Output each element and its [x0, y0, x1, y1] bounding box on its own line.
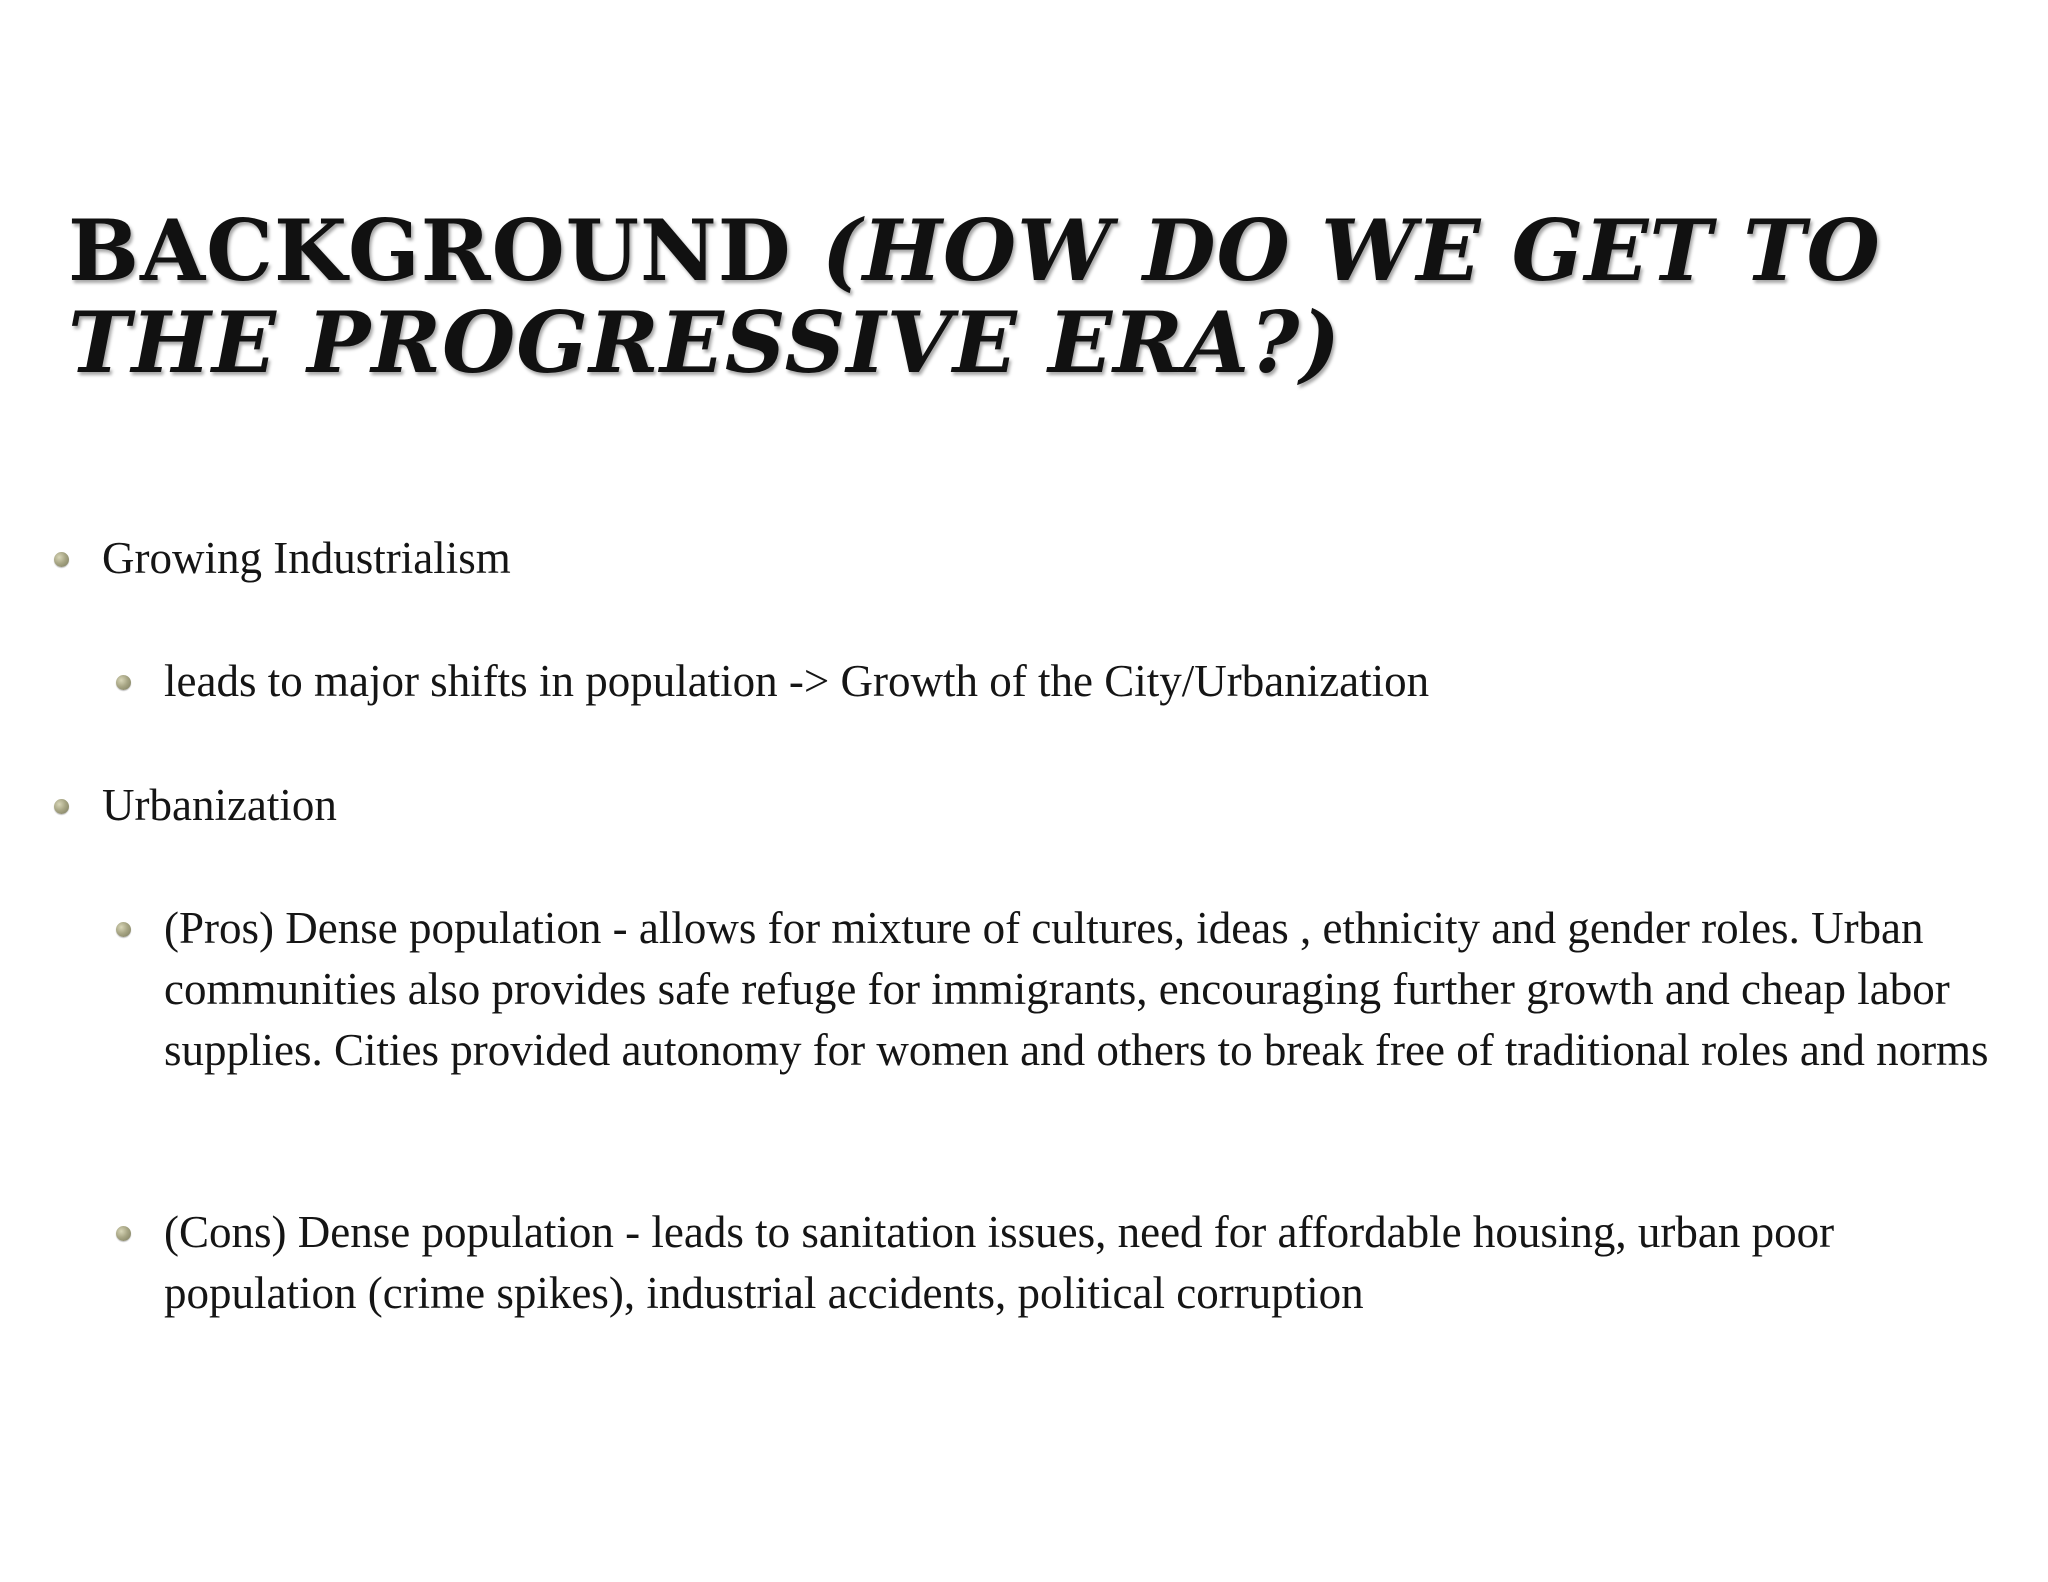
list-item — [102, 775, 2002, 836]
list-item-text: Urbanization — [102, 780, 337, 830]
list-item — [164, 651, 2014, 712]
bullet-icon — [116, 1226, 131, 1241]
bullet-icon — [116, 675, 131, 690]
bullet-icon — [54, 552, 69, 567]
slide-title — [68, 201, 1968, 392]
list-item-text: Growing Industrialism — [102, 533, 511, 583]
list-item-text: (Pros) Dense population - allows for mixture of cultures, ideas , ethnicity and gender roles. Urban communities also provides safe refuge for immigrants, encouraging further growth and cheap labor supplies. Cities provided autonomy for women and others to break free of traditional roles and norms — [164, 903, 1989, 1075]
list-item — [164, 898, 2014, 1081]
title-italic-part: (HOW DO WE GET TO THE PROGRESSIVE ERA?) — [68, 201, 1881, 392]
list-item-text: (Cons) Dense population - leads to sanitation issues, need for affordable housing, urban poor population (crime spikes), industrial accidents, political corruption — [164, 1207, 1835, 1318]
bullet-icon — [54, 799, 69, 814]
list-item-text: leads to major shifts in population -> Growth of the City/Urbanization — [164, 656, 1430, 706]
list-item — [164, 1202, 2014, 1324]
list-item — [102, 528, 2002, 589]
title-regular-part: BACKGROUND — [68, 201, 822, 300]
bullet-icon — [116, 922, 131, 937]
